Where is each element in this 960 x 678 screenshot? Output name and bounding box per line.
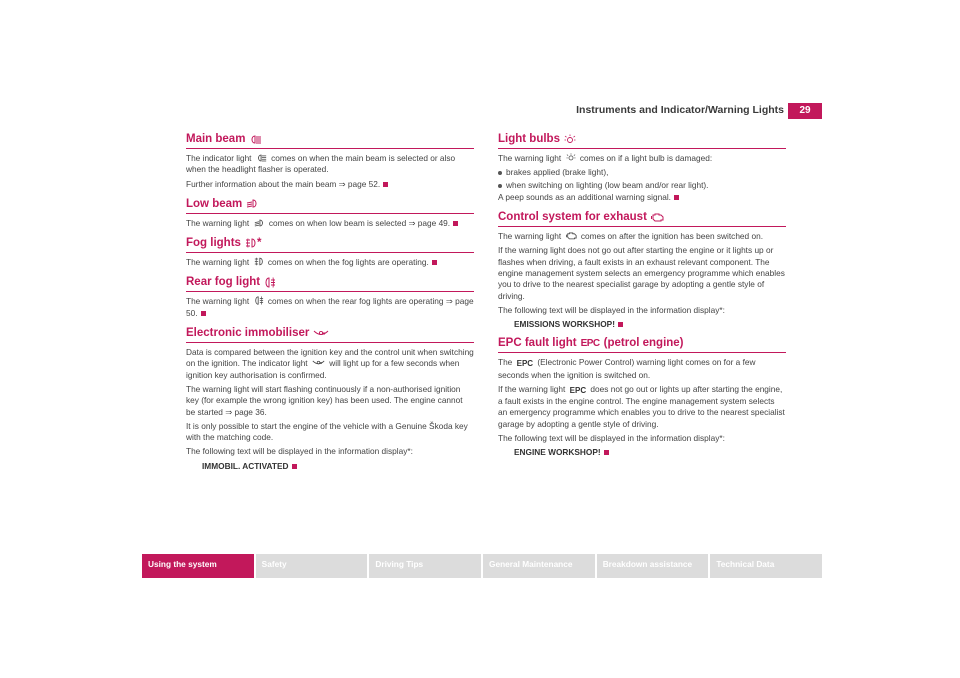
section-title: Low beam	[186, 198, 474, 214]
main-beam-icon	[256, 154, 267, 162]
bullet-list	[498, 167, 786, 191]
paragraph: It is only possible to start the engine of the vehicle with a Genuine Škoda key with the matching code.	[186, 420, 468, 443]
paragraph: The warning light comes on when low beam is selected ⇒ page 49.	[186, 218, 474, 229]
section-end-icon	[674, 195, 679, 200]
paragraph: If the warning light EPC does not go out or lights up after starting the engine, a fault exists in the engine control. The engine management system selects an emergency programme which enables you to drive to the nearest specialist garage by adopting a gentle style of driving.	[498, 383, 785, 429]
paragraph: The EPC (Electronic Power Control) warning light comes on for a few seconds when the ignition is switched on.	[498, 357, 756, 380]
paragraph: Data is compared between the ignition key and the control unit when switching on the ignition. The indicator light will light up for a few seconds when ignition key authorisation is confirmed.	[186, 347, 474, 380]
epc-icon: EPC	[516, 359, 534, 369]
low-beam-icon	[246, 199, 259, 208]
display-message: EMISSIONS WORKSHOP!	[514, 319, 786, 329]
rear-fog-light-icon	[264, 277, 276, 288]
section-main-beam	[186, 133, 474, 190]
section-low-beam	[186, 198, 474, 229]
paragraph: The following text will be displayed in the information display*:	[186, 446, 413, 457]
paragraph: The indicator light comes on when the main beam is selected or also when the headlight flasher is operated.	[186, 153, 456, 175]
section-light-bulbs	[498, 133, 786, 203]
section-title: EPC fault light EPC (petrol engine)	[498, 337, 786, 353]
list-item: brakes applied (brake light),	[498, 167, 786, 178]
right-column	[498, 133, 786, 465]
section-epc-fault-light	[498, 337, 786, 457]
paragraph: If the warning light does not go out after starting the engine or it lights up or flashes when driving, a fault exists in an exhaust relevant component. The engine management system selects an emergency programme which enables you to drive to the nearest specialist garage by adopting a gentle style of driving.	[498, 245, 785, 301]
rear-fog-light-icon	[254, 296, 264, 305]
low-beam-icon	[254, 219, 265, 227]
tab-breakdown-assistance[interactable]: Breakdown assistance	[597, 554, 709, 578]
display-message: ENGINE WORKSHOP!	[514, 447, 786, 457]
section-title: Control system for exhaust	[498, 211, 786, 227]
section-end-icon	[432, 260, 437, 265]
list-item: when switching on lighting (low beam and/or rear light).	[498, 180, 786, 191]
left-column	[186, 133, 474, 479]
tab-using-the-system[interactable]: Using the system	[142, 554, 254, 578]
header-title: Instruments and Indicator/Warning Lights	[576, 104, 784, 116]
section-title: Fog lights *	[186, 237, 474, 253]
page-number: 29	[788, 103, 822, 119]
section-end-icon	[453, 221, 458, 226]
section-end-icon	[618, 322, 623, 327]
paragraph: The warning light comes on when the rear fog lights are operating ⇒ page 50.	[186, 296, 474, 318]
section-end-icon	[201, 311, 206, 316]
section-exhaust-control	[498, 211, 786, 329]
section-title: Light bulbs	[498, 133, 786, 149]
fog-light-icon	[245, 238, 257, 248]
section-title: Electronic immobiliser	[186, 327, 474, 343]
main-beam-icon	[249, 135, 262, 144]
page-header	[142, 103, 822, 119]
fog-light-icon	[254, 257, 264, 266]
paragraph: The warning light comes on after the ignition has been switched on.	[498, 231, 763, 242]
paragraph: The warning light comes on when the fog lights are operating.	[186, 257, 474, 268]
tab-safety[interactable]: Safety	[256, 554, 368, 578]
section-immobiliser	[186, 327, 474, 471]
light-bulb-icon	[566, 153, 576, 162]
paragraph: The warning light comes on if a light bulb is damaged:	[498, 153, 713, 163]
section-end-icon	[383, 182, 388, 187]
epc-icon: EPC	[569, 385, 587, 395]
tab-general-maintenance[interactable]: General Maintenance	[483, 554, 595, 578]
tab-driving-tips[interactable]: Driving Tips	[369, 554, 481, 578]
section-end-icon	[292, 464, 297, 469]
section-title: Rear fog light	[186, 276, 474, 292]
engine-icon	[566, 231, 577, 240]
chapter-nav	[142, 554, 822, 578]
section-rear-fog-light	[186, 276, 474, 319]
section-fog-lights	[186, 237, 474, 268]
epc-icon: EPC	[580, 337, 600, 349]
section-title: Main beam	[186, 133, 474, 149]
engine-icon	[651, 212, 664, 222]
paragraph: The following text will be displayed in the information display*:	[498, 433, 725, 444]
immobiliser-key-icon	[312, 359, 325, 367]
paragraph: The following text will be displayed in the information display*:	[498, 304, 725, 315]
paragraph: The warning light will start flashing continuously if a non-authorised ignition key (for example the wrong ignition key) has been used. The engine cannot be started ⇒ page 36.	[186, 383, 463, 417]
section-end-icon	[604, 450, 609, 455]
display-message: IMMOBIL. ACTIVATED	[202, 461, 474, 471]
paragraph: A peep sounds as an additional warning signal.	[498, 192, 786, 203]
paragraph: Further information about the main beam ⇒ page 52.	[186, 179, 474, 190]
immobiliser-key-icon	[313, 329, 329, 338]
tab-technical-data[interactable]: Technical Data	[710, 554, 822, 578]
light-bulb-icon	[564, 134, 576, 145]
